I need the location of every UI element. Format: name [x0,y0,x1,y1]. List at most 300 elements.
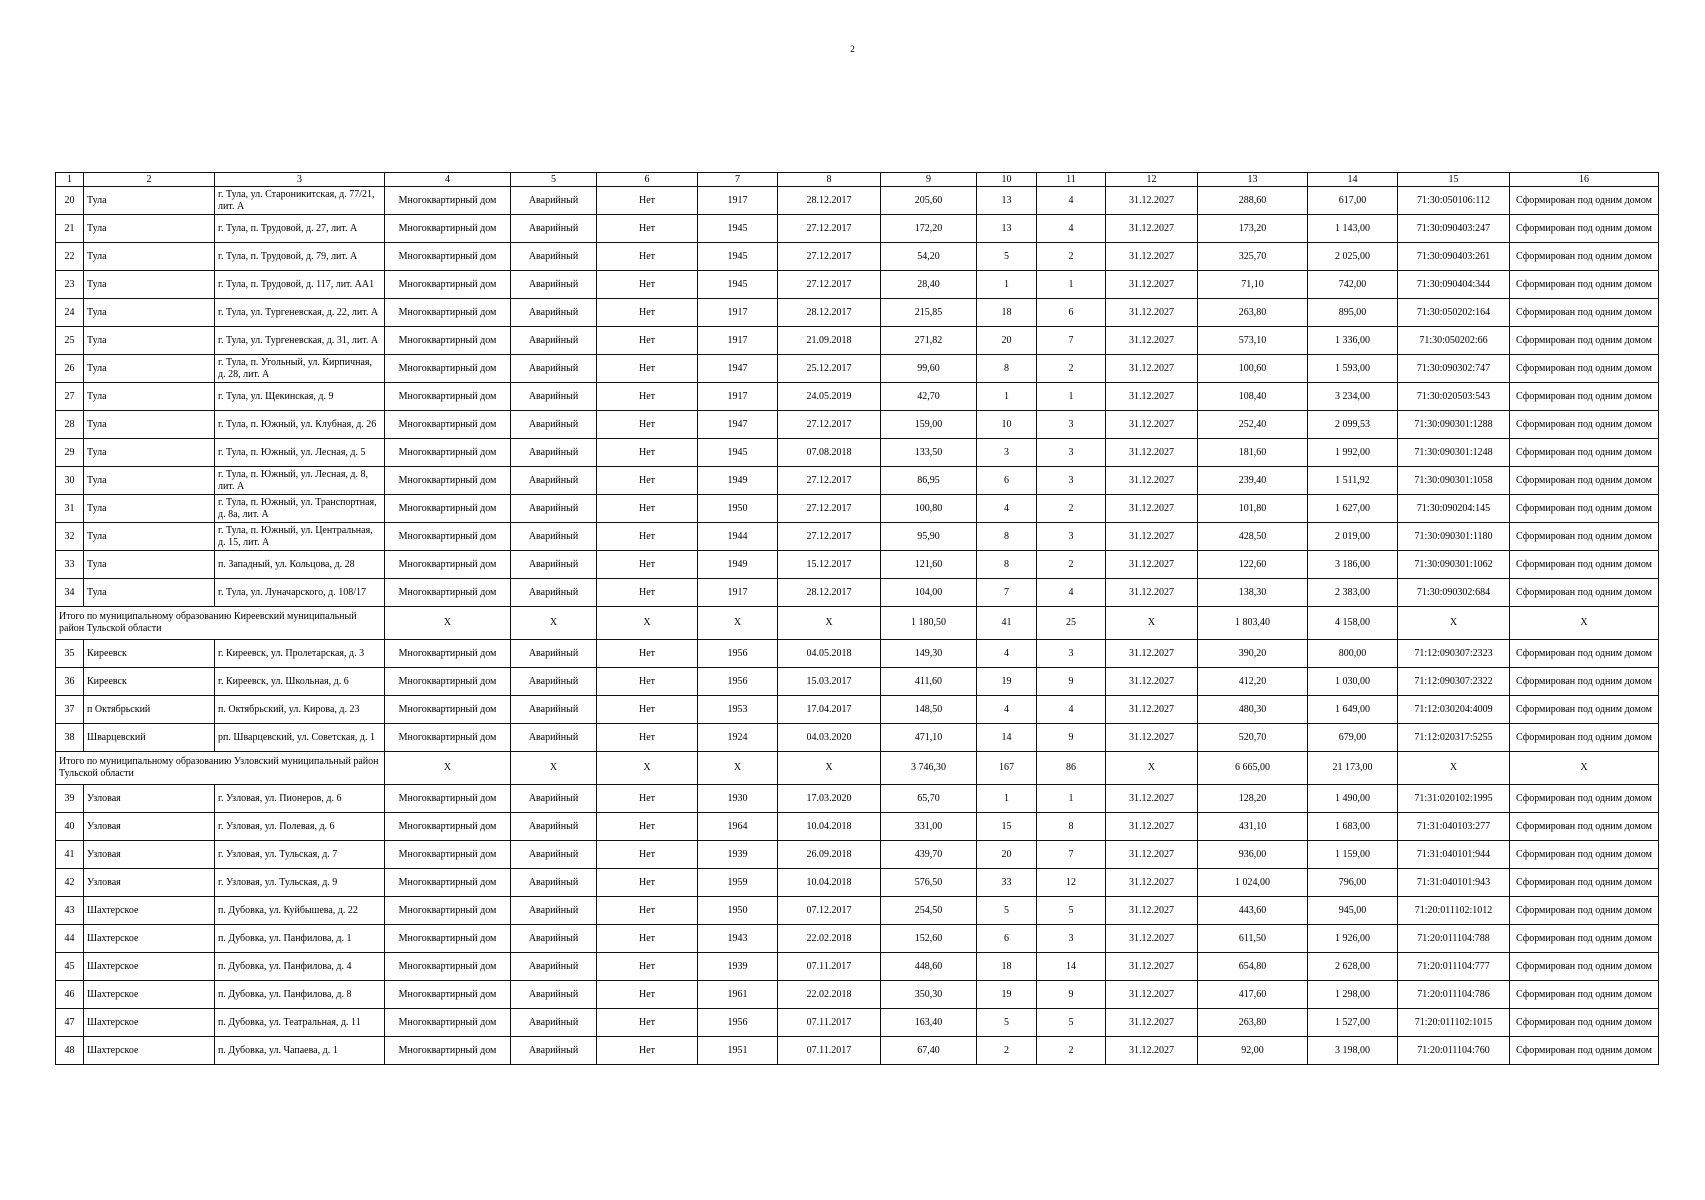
status-cell: Сформирован под одним домом [1510,897,1659,925]
subtotal-cell: X [1510,752,1659,785]
row-number-cell: 40 [56,813,84,841]
year-cell: 1945 [698,215,778,243]
count-cell: 2 [1037,495,1106,523]
flag-cell: Нет [597,215,698,243]
area-cell: 1 024,00 [1198,869,1308,897]
deadline-cell: 31.12.2027 [1106,696,1198,724]
column-header: 9 [881,173,977,187]
deadline-cell: 31.12.2027 [1106,355,1198,383]
count-cell: 5 [977,897,1037,925]
table-header [56,173,1659,187]
deadline-cell: 31.12.2027 [1106,551,1198,579]
condition-cell: Аварийный [511,953,597,981]
area-cell: 65,70 [881,785,977,813]
settlement-cell: Тула [84,187,215,215]
address-cell: п. Дубовка, ул. Чапаева, д. 1 [215,1037,385,1065]
area-cell: 936,00 [1198,841,1308,869]
cadastral-number-cell: 71:12:030204:4009 [1398,696,1510,724]
year-cell: 1950 [698,495,778,523]
deadline-cell: 31.12.2027 [1106,869,1198,897]
cadastral-number-cell: 71:30:020503:543 [1398,383,1510,411]
row-number-cell: 26 [56,355,84,383]
type-cell: Многоквартирный дом [385,523,511,551]
address-cell: г. Тула, ул. Луначарского, д. 108/17 [215,579,385,607]
settlement-cell: Тула [84,271,215,299]
status-cell: Сформирован под одним домом [1510,1009,1659,1037]
count-cell: 6 [977,925,1037,953]
count-cell: 4 [1037,187,1106,215]
table-row [56,1037,1659,1065]
subtotal-cell: X [778,607,881,640]
subtotal-row [56,607,1659,640]
date-cell: 04.05.2018 [778,640,881,668]
column-header: 3 [215,173,385,187]
flag-cell: Нет [597,439,698,467]
deadline-cell: 31.12.2027 [1106,724,1198,752]
area-cell: 263,80 [1198,299,1308,327]
area-cell: 148,50 [881,696,977,724]
table-row [56,785,1659,813]
deadline-cell: 31.12.2027 [1106,953,1198,981]
date-cell: 28.12.2017 [778,579,881,607]
area-cell: 215,85 [881,299,977,327]
area-cell: 101,80 [1198,495,1308,523]
date-cell: 28.12.2017 [778,299,881,327]
table-body [56,187,1659,1065]
settlement-cell: Тула [84,411,215,439]
year-cell: 1917 [698,187,778,215]
flag-cell: Нет [597,696,698,724]
year-cell: 1917 [698,299,778,327]
address-cell: г. Тула, п. Угольный, ул. Кирпичная, д. 28, лит. А [215,355,385,383]
deadline-cell: 31.12.2027 [1106,523,1198,551]
year-cell: 1947 [698,411,778,439]
area-cell: 796,00 [1308,869,1398,897]
flag-cell: Нет [597,668,698,696]
flag-cell: Нет [597,327,698,355]
area-cell: 138,30 [1198,579,1308,607]
area-cell: 2 383,00 [1308,579,1398,607]
date-cell: 24.05.2019 [778,383,881,411]
column-header: 7 [698,173,778,187]
status-cell: Сформирован под одним домом [1510,411,1659,439]
settlement-cell: Тула [84,523,215,551]
subtotal-cell: X [1398,752,1510,785]
status-cell: Сформирован под одним домом [1510,953,1659,981]
subtotal-cell: 86 [1037,752,1106,785]
area-cell: 573,10 [1198,327,1308,355]
table-row [56,495,1659,523]
status-cell: Сформирован под одним домом [1510,299,1659,327]
date-cell: 27.12.2017 [778,411,881,439]
column-header: 14 [1308,173,1398,187]
count-cell: 2 [1037,551,1106,579]
subtotal-cell: X [778,752,881,785]
row-number-cell: 38 [56,724,84,752]
area-cell: 611,50 [1198,925,1308,953]
subtotal-cell: 1 180,50 [881,607,977,640]
deadline-cell: 31.12.2027 [1106,785,1198,813]
year-cell: 1949 [698,467,778,495]
area-cell: 2 628,00 [1308,953,1398,981]
condition-cell: Аварийный [511,271,597,299]
column-header: 15 [1398,173,1510,187]
year-cell: 1959 [698,869,778,897]
count-cell: 20 [977,327,1037,355]
area-cell: 54,20 [881,243,977,271]
type-cell: Многоквартирный дом [385,495,511,523]
status-cell: Сформирован под одним домом [1510,981,1659,1009]
row-number-cell: 44 [56,925,84,953]
flag-cell: Нет [597,785,698,813]
deadline-cell: 31.12.2027 [1106,299,1198,327]
count-cell: 4 [1037,579,1106,607]
count-cell: 2 [1037,243,1106,271]
settlement-cell: Шахтерское [84,1037,215,1065]
area-cell: 325,70 [1198,243,1308,271]
table-row [56,724,1659,752]
type-cell: Многоквартирный дом [385,467,511,495]
deadline-cell: 31.12.2027 [1106,187,1198,215]
area-cell: 1 593,00 [1308,355,1398,383]
type-cell: Многоквартирный дом [385,785,511,813]
type-cell: Многоквартирный дом [385,897,511,925]
row-number-cell: 21 [56,215,84,243]
address-cell: г. Тула, п. Трудовой, д. 27, лит. А [215,215,385,243]
type-cell: Многоквартирный дом [385,1009,511,1037]
table-row [56,953,1659,981]
row-number-cell: 46 [56,981,84,1009]
subtotal-cell: 41 [977,607,1037,640]
column-header: 13 [1198,173,1308,187]
year-cell: 1939 [698,953,778,981]
address-cell: г. Тула, п. Южный, ул. Центральная, д. 15, лит. А [215,523,385,551]
type-cell: Многоквартирный дом [385,243,511,271]
status-cell: Сформирован под одним домом [1510,869,1659,897]
count-cell: 9 [1037,668,1106,696]
count-cell: 2 [1037,355,1106,383]
area-cell: 480,30 [1198,696,1308,724]
area-cell: 152,60 [881,925,977,953]
date-cell: 22.02.2018 [778,925,881,953]
condition-cell: Аварийный [511,411,597,439]
deadline-cell: 31.12.2027 [1106,1009,1198,1037]
table-row [56,640,1659,668]
area-cell: 100,80 [881,495,977,523]
area-cell: 2 019,00 [1308,523,1398,551]
count-cell: 8 [977,523,1037,551]
count-cell: 1 [977,785,1037,813]
type-cell: Многоквартирный дом [385,841,511,869]
subtotal-cell: X [698,752,778,785]
subtotal-cell: X [1510,607,1659,640]
table-row [56,383,1659,411]
row-number-cell: 30 [56,467,84,495]
address-cell: п. Дубовка, ул. Куйбышева, д. 22 [215,897,385,925]
status-cell: Сформирован под одним домом [1510,925,1659,953]
deadline-cell: 31.12.2027 [1106,925,1198,953]
area-cell: 417,60 [1198,981,1308,1009]
row-number-cell: 28 [56,411,84,439]
subtotal-cell: 167 [977,752,1037,785]
area-cell: 471,10 [881,724,977,752]
status-cell: Сформирован под одним домом [1510,640,1659,668]
deadline-cell: 31.12.2027 [1106,411,1198,439]
type-cell: Многоквартирный дом [385,925,511,953]
status-cell: Сформирован под одним домом [1510,271,1659,299]
subtotal-cell: X [1398,607,1510,640]
status-cell: Сформирован под одним домом [1510,724,1659,752]
status-cell: Сформирован под одним домом [1510,355,1659,383]
address-cell: п. Дубовка, ул. Театральная, д. 11 [215,1009,385,1037]
count-cell: 33 [977,869,1037,897]
area-cell: 654,80 [1198,953,1308,981]
table-row [56,1009,1659,1037]
condition-cell: Аварийный [511,523,597,551]
count-cell: 15 [977,813,1037,841]
count-cell: 8 [977,355,1037,383]
flag-cell: Нет [597,579,698,607]
flag-cell: Нет [597,869,698,897]
year-cell: 1944 [698,523,778,551]
table-row [56,215,1659,243]
table-row [56,467,1659,495]
subtotal-cell: X [1106,752,1198,785]
count-cell: 20 [977,841,1037,869]
area-cell: 3 186,00 [1308,551,1398,579]
subtotal-cell: 1 803,40 [1198,607,1308,640]
column-header: 10 [977,173,1037,187]
year-cell: 1939 [698,841,778,869]
deadline-cell: 31.12.2027 [1106,897,1198,925]
row-number-cell: 41 [56,841,84,869]
status-cell: Сформирован под одним домом [1510,187,1659,215]
settlement-cell: Тула [84,439,215,467]
date-cell: 27.12.2017 [778,271,881,299]
area-cell: 439,70 [881,841,977,869]
deadline-cell: 31.12.2027 [1106,640,1198,668]
cadastral-number-cell: 71:31:020102:1995 [1398,785,1510,813]
cadastral-number-cell: 71:30:090302:747 [1398,355,1510,383]
row-number-cell: 22 [56,243,84,271]
address-cell: г. Узловая, ул. Тульская, д. 9 [215,869,385,897]
housing-table [55,172,1659,1065]
count-cell: 3 [1037,411,1106,439]
area-cell: 2 025,00 [1308,243,1398,271]
area-cell: 3 198,00 [1308,1037,1398,1065]
area-cell: 1 649,00 [1308,696,1398,724]
area-cell: 1 336,00 [1308,327,1398,355]
count-cell: 4 [1037,215,1106,243]
cadastral-number-cell: 71:12:020317:5255 [1398,724,1510,752]
cadastral-number-cell: 71:31:040103:277 [1398,813,1510,841]
count-cell: 1 [977,271,1037,299]
year-cell: 1924 [698,724,778,752]
area-cell: 133,50 [881,439,977,467]
type-cell: Многоквартирный дом [385,551,511,579]
area-cell: 86,95 [881,467,977,495]
condition-cell: Аварийный [511,215,597,243]
condition-cell: Аварийный [511,299,597,327]
status-cell: Сформирован под одним домом [1510,696,1659,724]
table-row [56,551,1659,579]
area-cell: 1 143,00 [1308,215,1398,243]
area-cell: 1 159,00 [1308,841,1398,869]
date-cell: 21.09.2018 [778,327,881,355]
area-cell: 1 926,00 [1308,925,1398,953]
address-cell: п. Дубовка, ул. Панфилова, д. 8 [215,981,385,1009]
status-cell: Сформирован под одним домом [1510,813,1659,841]
count-cell: 3 [1037,523,1106,551]
condition-cell: Аварийный [511,869,597,897]
area-cell: 159,00 [881,411,977,439]
type-cell: Многоквартирный дом [385,1037,511,1065]
area-cell: 617,00 [1308,187,1398,215]
count-cell: 8 [1037,813,1106,841]
flag-cell: Нет [597,271,698,299]
settlement-cell: Тула [84,355,215,383]
condition-cell: Аварийный [511,383,597,411]
status-cell: Сформирован под одним домом [1510,243,1659,271]
year-cell: 1961 [698,981,778,1009]
year-cell: 1947 [698,355,778,383]
area-cell: 412,20 [1198,668,1308,696]
settlement-cell: Узловая [84,785,215,813]
area-cell: 1 527,00 [1308,1009,1398,1037]
settlement-cell: Тула [84,467,215,495]
year-cell: 1950 [698,897,778,925]
count-cell: 1 [1037,383,1106,411]
settlement-cell: Тула [84,327,215,355]
count-cell: 4 [977,640,1037,668]
year-cell: 1951 [698,1037,778,1065]
column-header: 4 [385,173,511,187]
area-cell: 28,40 [881,271,977,299]
address-cell: п. Дубовка, ул. Панфилова, д. 4 [215,953,385,981]
deadline-cell: 31.12.2027 [1106,243,1198,271]
cadastral-number-cell: 71:20:011104:788 [1398,925,1510,953]
row-number-cell: 48 [56,1037,84,1065]
count-cell: 18 [977,953,1037,981]
address-cell: г. Тула, ул. Щекинская, д. 9 [215,383,385,411]
address-cell: г. Тула, п. Южный, ул. Клубная, д. 26 [215,411,385,439]
column-header: 6 [597,173,698,187]
area-cell: 1 683,00 [1308,813,1398,841]
count-cell: 3 [1037,640,1106,668]
area-cell: 520,70 [1198,724,1308,752]
area-cell: 3 234,00 [1308,383,1398,411]
date-cell: 25.12.2017 [778,355,881,383]
settlement-cell: Шахтерское [84,897,215,925]
condition-cell: Аварийный [511,897,597,925]
area-cell: 205,60 [881,187,977,215]
count-cell: 7 [1037,327,1106,355]
count-cell: 13 [977,187,1037,215]
settlement-cell: Киреевск [84,668,215,696]
area-cell: 428,50 [1198,523,1308,551]
status-cell: Сформирован под одним домом [1510,579,1659,607]
area-cell: 2 099,53 [1308,411,1398,439]
cadastral-number-cell: 71:31:040101:943 [1398,869,1510,897]
table-row [56,411,1659,439]
row-number-cell: 25 [56,327,84,355]
status-cell: Сформирован под одним домом [1510,668,1659,696]
area-cell: 67,40 [881,1037,977,1065]
cadastral-number-cell: 71:30:090302:684 [1398,579,1510,607]
area-cell: 99,60 [881,355,977,383]
area-cell: 181,60 [1198,439,1308,467]
count-cell: 2 [1037,1037,1106,1065]
area-cell: 71,10 [1198,271,1308,299]
subtotal-cell: X [385,607,511,640]
flag-cell: Нет [597,925,698,953]
flag-cell: Нет [597,299,698,327]
deadline-cell: 31.12.2027 [1106,981,1198,1009]
settlement-cell: Тула [84,579,215,607]
area-cell: 945,00 [1308,897,1398,925]
area-cell: 149,30 [881,640,977,668]
address-cell: г. Тула, п. Южный, ул. Лесная, д. 8, лит. А [215,467,385,495]
row-number-cell: 20 [56,187,84,215]
date-cell: 22.02.2018 [778,981,881,1009]
area-cell: 331,00 [881,813,977,841]
type-cell: Многоквартирный дом [385,579,511,607]
condition-cell: Аварийный [511,579,597,607]
area-cell: 1 627,00 [1308,495,1398,523]
row-number-cell: 43 [56,897,84,925]
condition-cell: Аварийный [511,668,597,696]
year-cell: 1956 [698,668,778,696]
cadastral-number-cell: 71:30:090404:344 [1398,271,1510,299]
count-cell: 10 [977,411,1037,439]
address-cell: п. Дубовка, ул. Панфилова, д. 1 [215,925,385,953]
area-cell: 411,60 [881,668,977,696]
count-cell: 14 [977,724,1037,752]
deadline-cell: 31.12.2027 [1106,668,1198,696]
year-cell: 1956 [698,1009,778,1037]
area-cell: 271,82 [881,327,977,355]
area-cell: 742,00 [1308,271,1398,299]
flag-cell: Нет [597,467,698,495]
flag-cell: Нет [597,1037,698,1065]
subtotal-cell: X [385,752,511,785]
column-header: 1 [56,173,84,187]
status-cell: Сформирован под одним домом [1510,785,1659,813]
flag-cell: Нет [597,813,698,841]
count-cell: 5 [1037,897,1106,925]
area-cell: 1 298,00 [1308,981,1398,1009]
status-cell: Сформирован под одним домом [1510,523,1659,551]
deadline-cell: 31.12.2027 [1106,579,1198,607]
subtotal-row [56,752,1659,785]
condition-cell: Аварийный [511,640,597,668]
settlement-cell: Узловая [84,841,215,869]
year-cell: 1930 [698,785,778,813]
type-cell: Многоквартирный дом [385,981,511,1009]
address-cell: г. Тула, п. Южный, ул. Лесная, д. 5 [215,439,385,467]
date-cell: 27.12.2017 [778,243,881,271]
cadastral-number-cell: 71:30:090204:145 [1398,495,1510,523]
year-cell: 1917 [698,579,778,607]
count-cell: 2 [977,1037,1037,1065]
type-cell: Многоквартирный дом [385,355,511,383]
status-cell: Сформирован под одним домом [1510,495,1659,523]
count-cell: 1 [1037,271,1106,299]
area-cell: 443,60 [1198,897,1308,925]
condition-cell: Аварийный [511,724,597,752]
table-row [56,439,1659,467]
date-cell: 07.11.2017 [778,1037,881,1065]
